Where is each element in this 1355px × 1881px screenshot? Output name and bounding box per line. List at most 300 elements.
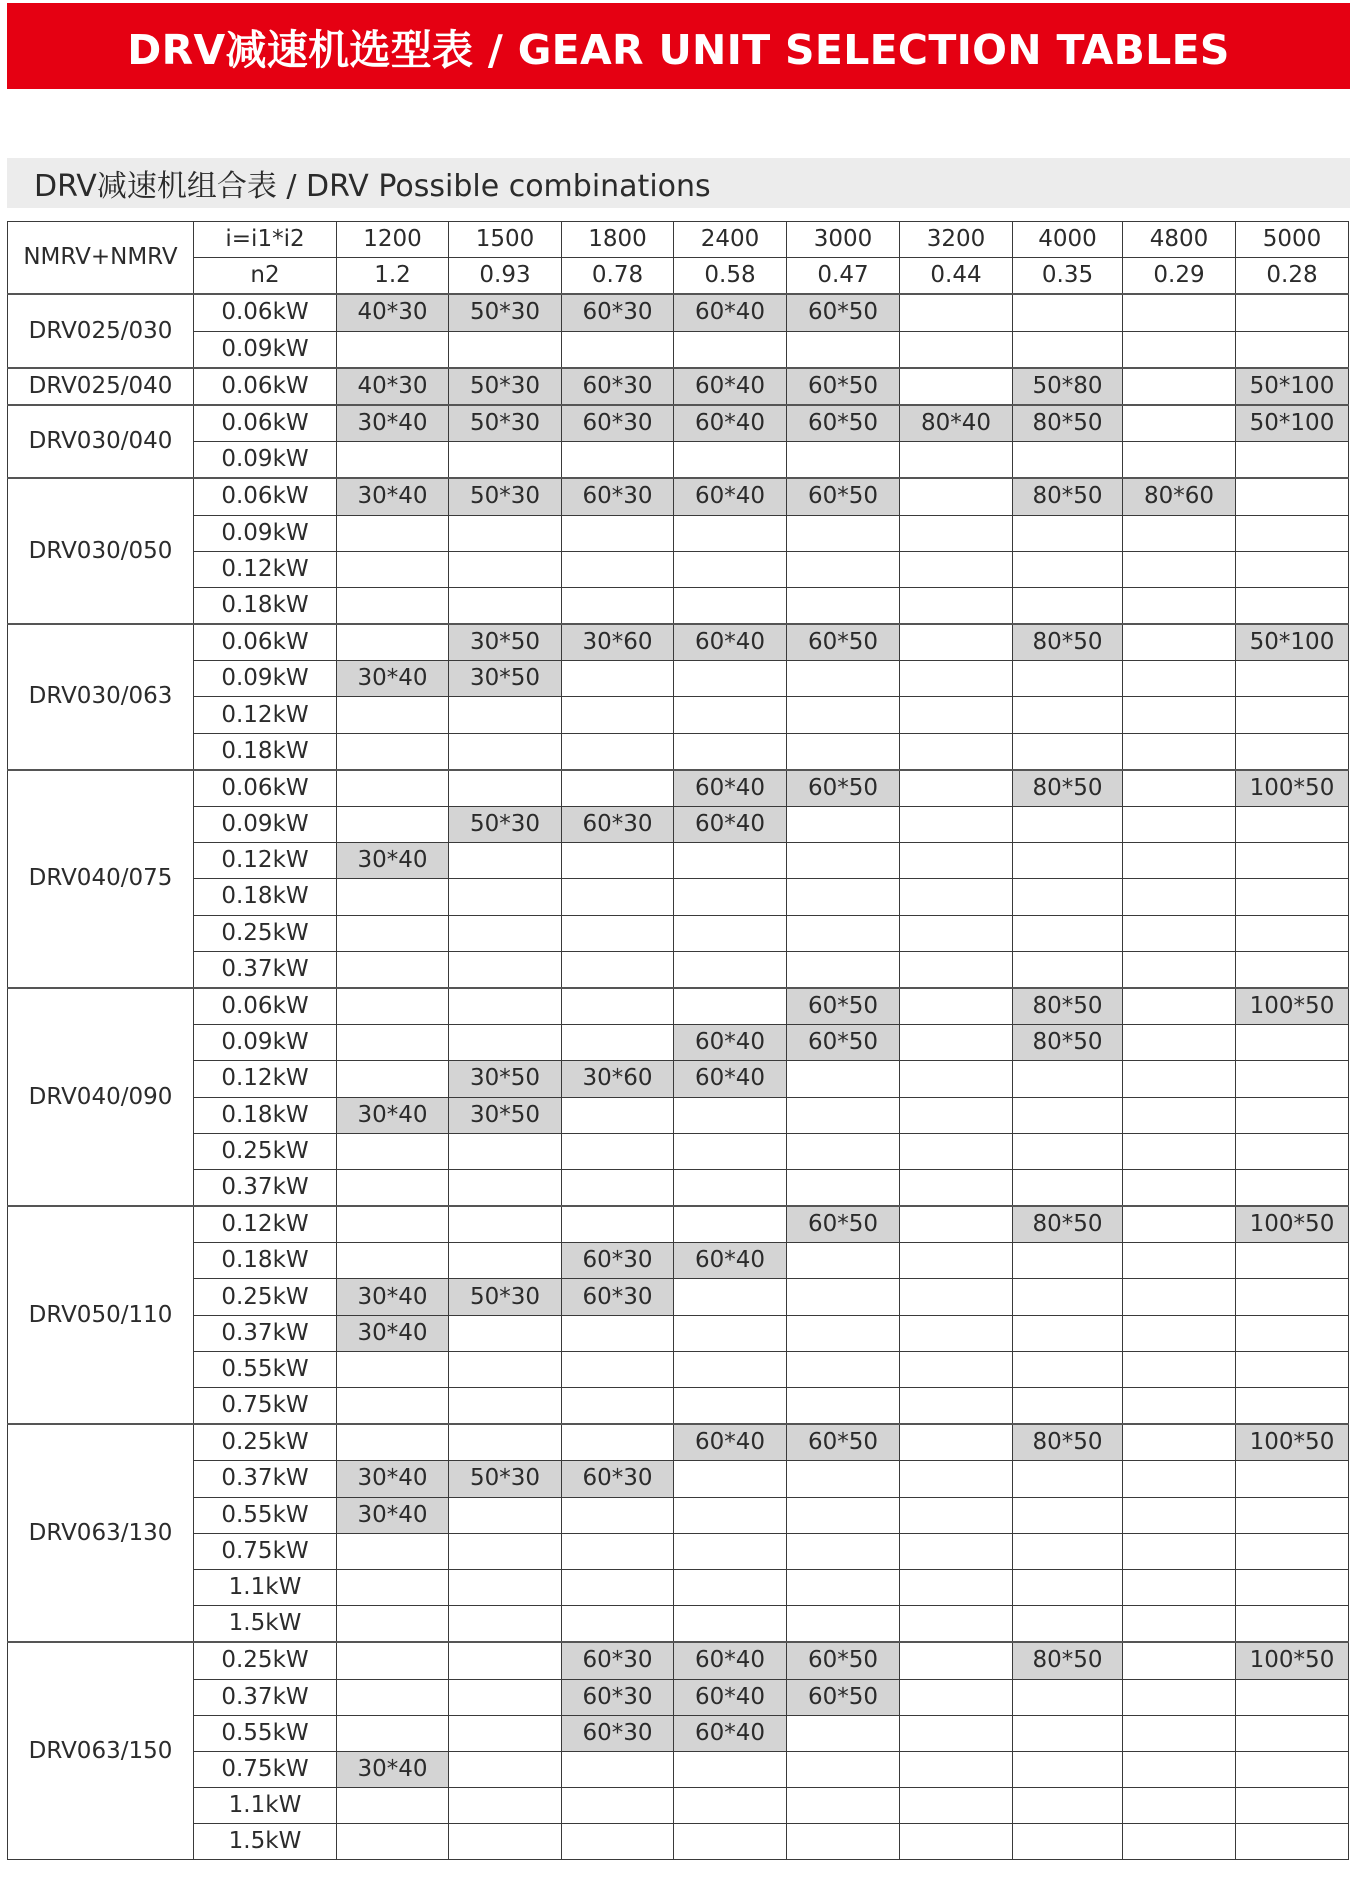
power-cell: 0.25kW (194, 1133, 337, 1169)
empty-cell (674, 1751, 787, 1787)
combination-cell: 60*50 (787, 988, 900, 1025)
combination-cell: 80*50 (1013, 405, 1123, 442)
empty-cell (1013, 879, 1123, 915)
table-row (8, 368, 1349, 405)
empty-cell (787, 1606, 900, 1643)
power-cell: 1.1kW (194, 1569, 337, 1605)
empty-cell (1013, 1169, 1123, 1206)
empty-cell (1013, 1388, 1123, 1425)
empty-cell (1123, 1824, 1236, 1860)
power-cell: 0.55kW (194, 1351, 337, 1387)
empty-cell (1123, 1715, 1236, 1751)
empty-cell (1123, 951, 1236, 988)
empty-cell (562, 1025, 674, 1061)
table-row (8, 587, 1349, 624)
empty-cell (900, 294, 1013, 331)
power-cell: 0.09kW (194, 807, 337, 843)
empty-cell (1013, 951, 1123, 988)
empty-cell (449, 1497, 562, 1533)
empty-cell (900, 1569, 1013, 1605)
combination-cell: 60*40 (674, 1679, 787, 1715)
empty-cell (337, 770, 449, 807)
empty-cell (900, 879, 1013, 915)
combination-cell: 60*40 (674, 1715, 787, 1751)
power-cell: 0.37kW (194, 1315, 337, 1351)
empty-cell (787, 661, 900, 697)
empty-cell (337, 624, 449, 661)
power-cell: 0.18kW (194, 1097, 337, 1133)
empty-cell (900, 1533, 1013, 1569)
empty-cell (900, 1279, 1013, 1315)
empty-cell (900, 1061, 1013, 1097)
table-row (8, 988, 1349, 1025)
empty-cell (900, 515, 1013, 551)
empty-cell (1236, 843, 1349, 879)
empty-cell (449, 1388, 562, 1425)
empty-cell (449, 1715, 562, 1751)
empty-cell (1013, 294, 1123, 331)
empty-cell (787, 1388, 900, 1425)
empty-cell (1123, 587, 1236, 624)
empty-cell (449, 1025, 562, 1061)
title-bar (7, 3, 1350, 89)
empty-cell (1236, 1679, 1349, 1715)
empty-cell (787, 1533, 900, 1569)
combination-cell: 30*40 (337, 1461, 449, 1497)
empty-cell (900, 770, 1013, 807)
empty-cell (674, 587, 787, 624)
table-row (8, 661, 1349, 697)
empty-cell (562, 1424, 674, 1461)
empty-cell (674, 1388, 787, 1425)
table-row (8, 733, 1349, 770)
combination-cell: 50*30 (449, 1461, 562, 1497)
empty-cell (449, 1206, 562, 1243)
empty-cell (1013, 1679, 1123, 1715)
empty-cell (337, 1679, 449, 1715)
empty-cell (1123, 1679, 1236, 1715)
empty-cell (1236, 1388, 1349, 1425)
empty-cell (674, 661, 787, 697)
empty-cell (787, 1497, 900, 1533)
combination-cell: 60*30 (562, 294, 674, 331)
power-cell: 0.09kW (194, 1025, 337, 1061)
empty-cell (1236, 1461, 1349, 1497)
empty-cell (1123, 770, 1236, 807)
empty-cell (900, 988, 1013, 1025)
empty-cell (449, 951, 562, 988)
table-row (8, 1679, 1349, 1715)
table-body (8, 222, 1349, 1860)
empty-cell (674, 442, 787, 479)
empty-cell (674, 1461, 787, 1497)
empty-cell (1236, 1351, 1349, 1387)
empty-cell (900, 478, 1013, 515)
table-row (8, 807, 1349, 843)
speed-header: 0.28 (1236, 258, 1349, 295)
combination-cell: 60*30 (562, 478, 674, 515)
speed-header: 0.44 (900, 258, 1013, 295)
empty-cell (1123, 1497, 1236, 1533)
empty-cell (900, 843, 1013, 879)
empty-cell (787, 915, 900, 951)
empty-cell (787, 1461, 900, 1497)
combination-cell: 60*30 (562, 1279, 674, 1315)
table-row (8, 624, 1349, 661)
empty-cell (337, 1388, 449, 1425)
empty-cell (1013, 1097, 1123, 1133)
empty-cell (674, 1497, 787, 1533)
combination-cell: 60*40 (674, 624, 787, 661)
empty-cell (1236, 661, 1349, 697)
empty-cell (1013, 1461, 1123, 1497)
power-cell: 1.5kW (194, 1824, 337, 1860)
empty-cell (900, 1424, 1013, 1461)
empty-cell (900, 1025, 1013, 1061)
empty-cell (449, 1315, 562, 1351)
combination-cell: 80*40 (900, 405, 1013, 442)
empty-cell (1123, 1388, 1236, 1425)
ratio-header: 1200 (337, 222, 449, 258)
empty-cell (562, 1351, 674, 1387)
empty-cell (1236, 1169, 1349, 1206)
table-row (8, 551, 1349, 587)
ratio-header: 1800 (562, 222, 674, 258)
empty-cell (900, 1206, 1013, 1243)
empty-cell (1013, 733, 1123, 770)
empty-cell (900, 1388, 1013, 1425)
empty-cell (674, 551, 787, 587)
empty-cell (787, 1243, 900, 1279)
combination-cell: 50*30 (449, 368, 562, 405)
empty-cell (787, 1751, 900, 1787)
table-row (8, 1533, 1349, 1569)
empty-cell (337, 1533, 449, 1569)
empty-cell (562, 1569, 674, 1605)
empty-cell (787, 1569, 900, 1605)
empty-cell (1013, 1279, 1123, 1315)
speed-header: 0.58 (674, 258, 787, 295)
empty-cell (900, 1715, 1013, 1751)
combination-cell: 60*40 (674, 1025, 787, 1061)
speed-header: 0.29 (1123, 258, 1236, 295)
combination-cell: 30*40 (337, 1279, 449, 1315)
empty-cell (449, 551, 562, 587)
empty-cell (449, 843, 562, 879)
speed-header: 0.78 (562, 258, 674, 295)
empty-cell (1013, 551, 1123, 587)
combination-cell: 80*50 (1013, 1025, 1123, 1061)
empty-cell (1013, 442, 1123, 479)
empty-cell (900, 697, 1013, 733)
empty-cell (449, 1133, 562, 1169)
empty-cell (674, 1315, 787, 1351)
ratio-header: 4000 (1013, 222, 1123, 258)
empty-cell (674, 1606, 787, 1643)
empty-cell (787, 733, 900, 770)
table-row (8, 843, 1349, 879)
table-row (8, 1097, 1349, 1133)
combination-cell: 50*30 (449, 405, 562, 442)
model-cell: DRV030/040 (8, 405, 194, 478)
empty-cell (1236, 587, 1349, 624)
combination-cell: 60*30 (562, 807, 674, 843)
empty-cell (1123, 624, 1236, 661)
power-cell: 0.25kW (194, 1279, 337, 1315)
power-cell: 0.25kW (194, 1642, 337, 1679)
empty-cell (337, 1351, 449, 1387)
combination-cell: 60*30 (562, 368, 674, 405)
empty-cell (562, 697, 674, 733)
empty-cell (1123, 843, 1236, 879)
empty-cell (900, 442, 1013, 479)
empty-cell (787, 1824, 900, 1860)
table-row (8, 1169, 1349, 1206)
power-cell: 0.06kW (194, 294, 337, 331)
combination-cell: 50*30 (449, 1279, 562, 1315)
empty-cell (1123, 515, 1236, 551)
ratio-header: 5000 (1236, 222, 1349, 258)
table-row (8, 1133, 1349, 1169)
empty-cell (449, 988, 562, 1025)
power-cell: 0.55kW (194, 1715, 337, 1751)
empty-cell (562, 442, 674, 479)
empty-cell (562, 843, 674, 879)
combination-cell: 60*30 (562, 1243, 674, 1279)
empty-cell (562, 1097, 674, 1133)
table-row (8, 1715, 1349, 1751)
empty-cell (674, 733, 787, 770)
empty-cell (900, 661, 1013, 697)
empty-cell (337, 1025, 449, 1061)
empty-cell (1236, 915, 1349, 951)
table-row (8, 1824, 1349, 1860)
empty-cell (1236, 551, 1349, 587)
empty-cell (1236, 294, 1349, 331)
empty-cell (1236, 515, 1349, 551)
combination-cell: 30*40 (337, 478, 449, 515)
combination-cell: 80*60 (1123, 478, 1236, 515)
empty-cell (1236, 1243, 1349, 1279)
empty-cell (337, 1715, 449, 1751)
table-row (8, 1388, 1349, 1425)
empty-cell (449, 1751, 562, 1787)
empty-cell (674, 331, 787, 368)
empty-cell (787, 515, 900, 551)
empty-cell (787, 1133, 900, 1169)
page-title: DRV减速机选型表 / GEAR UNIT SELECTION TABLES (127, 25, 1230, 74)
empty-cell (337, 951, 449, 988)
empty-cell (1123, 1025, 1236, 1061)
table-row (8, 405, 1349, 442)
ratio-header: 2400 (674, 222, 787, 258)
empty-cell (674, 1097, 787, 1133)
model-cell: DRV063/150 (8, 1642, 194, 1860)
empty-cell (449, 879, 562, 915)
table-row (8, 951, 1349, 988)
empty-cell (337, 515, 449, 551)
combination-cell: 50*100 (1236, 624, 1349, 661)
empty-cell (337, 879, 449, 915)
combination-cell: 50*30 (449, 478, 562, 515)
empty-cell (674, 1169, 787, 1206)
table-row (8, 879, 1349, 915)
empty-cell (1236, 1497, 1349, 1533)
combination-cell: 60*30 (562, 1642, 674, 1679)
empty-cell (337, 1169, 449, 1206)
empty-cell (449, 331, 562, 368)
empty-cell (1236, 1061, 1349, 1097)
empty-cell (337, 807, 449, 843)
empty-cell (1236, 733, 1349, 770)
empty-cell (562, 770, 674, 807)
power-cell: 0.75kW (194, 1533, 337, 1569)
power-cell: 0.18kW (194, 733, 337, 770)
empty-cell (449, 1679, 562, 1715)
combination-cell: 60*50 (787, 1206, 900, 1243)
empty-cell (900, 1679, 1013, 1715)
empty-cell (562, 1206, 674, 1243)
power-cell: 0.75kW (194, 1388, 337, 1425)
combination-cell: 100*50 (1236, 1206, 1349, 1243)
table-row (8, 515, 1349, 551)
power-cell: 0.06kW (194, 770, 337, 807)
speed-header: 0.35 (1013, 258, 1123, 295)
empty-cell (787, 1097, 900, 1133)
empty-cell (449, 915, 562, 951)
model-cell: DRV025/040 (8, 368, 194, 405)
table-row (8, 1351, 1349, 1387)
power-cell: 0.25kW (194, 915, 337, 951)
empty-cell (900, 551, 1013, 587)
empty-cell (1123, 1351, 1236, 1387)
empty-cell (562, 1533, 674, 1569)
empty-cell (900, 1315, 1013, 1351)
empty-cell (562, 587, 674, 624)
empty-cell (674, 1569, 787, 1605)
combination-cell: 60*40 (674, 1061, 787, 1097)
empty-cell (1013, 1824, 1123, 1860)
power-cell: 0.06kW (194, 624, 337, 661)
combination-cell: 60*40 (674, 368, 787, 405)
empty-cell (562, 915, 674, 951)
empty-cell (449, 1424, 562, 1461)
empty-cell (1013, 1715, 1123, 1751)
empty-cell (1013, 1497, 1123, 1533)
empty-cell (562, 1824, 674, 1860)
empty-cell (674, 988, 787, 1025)
empty-cell (674, 697, 787, 733)
empty-cell (1236, 331, 1349, 368)
model-cell: DRV050/110 (8, 1206, 194, 1424)
combination-cell: 60*50 (787, 1424, 900, 1461)
combination-cell: 100*50 (1236, 988, 1349, 1025)
table-row (8, 1497, 1349, 1533)
empty-cell (900, 587, 1013, 624)
table-row (8, 1061, 1349, 1097)
combination-cell: 60*50 (787, 405, 900, 442)
empty-cell (787, 1315, 900, 1351)
empty-cell (1123, 1169, 1236, 1206)
empty-cell (337, 915, 449, 951)
empty-cell (1123, 1606, 1236, 1643)
empty-cell (1236, 1569, 1349, 1605)
table-row (8, 1788, 1349, 1824)
empty-cell (900, 951, 1013, 988)
empty-cell (1123, 733, 1236, 770)
empty-cell (337, 1061, 449, 1097)
empty-cell (562, 551, 674, 587)
speed-header: 0.47 (787, 258, 900, 295)
combination-cell: 30*60 (562, 1061, 674, 1097)
empty-cell (1123, 1097, 1236, 1133)
empty-cell (1236, 1025, 1349, 1061)
empty-cell (562, 331, 674, 368)
empty-cell (787, 442, 900, 479)
combination-cell: 60*50 (787, 478, 900, 515)
empty-cell (1013, 1606, 1123, 1643)
empty-cell (1123, 551, 1236, 587)
empty-cell (1123, 879, 1236, 915)
table-row (8, 915, 1349, 951)
empty-cell (337, 733, 449, 770)
empty-cell (787, 697, 900, 733)
empty-cell (787, 587, 900, 624)
empty-cell (1123, 1461, 1236, 1497)
empty-cell (674, 515, 787, 551)
empty-cell (674, 879, 787, 915)
ratio-header: 1500 (449, 222, 562, 258)
empty-cell (1123, 1533, 1236, 1569)
speed-label: n2 (194, 258, 337, 295)
power-cell: 1.5kW (194, 1606, 337, 1643)
empty-cell (1013, 1533, 1123, 1569)
empty-cell (674, 1206, 787, 1243)
combination-cell: 60*50 (787, 368, 900, 405)
empty-cell (674, 1788, 787, 1824)
empty-cell (337, 1824, 449, 1860)
power-cell: 0.55kW (194, 1497, 337, 1533)
empty-cell (562, 1497, 674, 1533)
section-title: DRV减速机组合表 / DRV Possible combinations (34, 169, 711, 204)
table-row (8, 1206, 1349, 1243)
empty-cell (1123, 807, 1236, 843)
empty-cell (900, 915, 1013, 951)
combination-cell: 80*50 (1013, 770, 1123, 807)
empty-cell (562, 661, 674, 697)
empty-cell (337, 1133, 449, 1169)
empty-cell (449, 442, 562, 479)
empty-cell (787, 1169, 900, 1206)
speed-header: 0.93 (449, 258, 562, 295)
table-row (8, 1025, 1349, 1061)
power-cell: 0.12kW (194, 697, 337, 733)
empty-cell (1013, 1133, 1123, 1169)
empty-cell (1236, 1133, 1349, 1169)
empty-cell (900, 1497, 1013, 1533)
model-cell: DRV030/063 (8, 624, 194, 770)
empty-cell (1123, 697, 1236, 733)
speed-header: 1.2 (337, 258, 449, 295)
combination-cell: 60*50 (787, 1025, 900, 1061)
empty-cell (1236, 697, 1349, 733)
power-cell: 0.12kW (194, 843, 337, 879)
empty-cell (900, 1824, 1013, 1860)
empty-cell (562, 515, 674, 551)
empty-cell (562, 1315, 674, 1351)
table-row (8, 697, 1349, 733)
empty-cell (449, 1169, 562, 1206)
